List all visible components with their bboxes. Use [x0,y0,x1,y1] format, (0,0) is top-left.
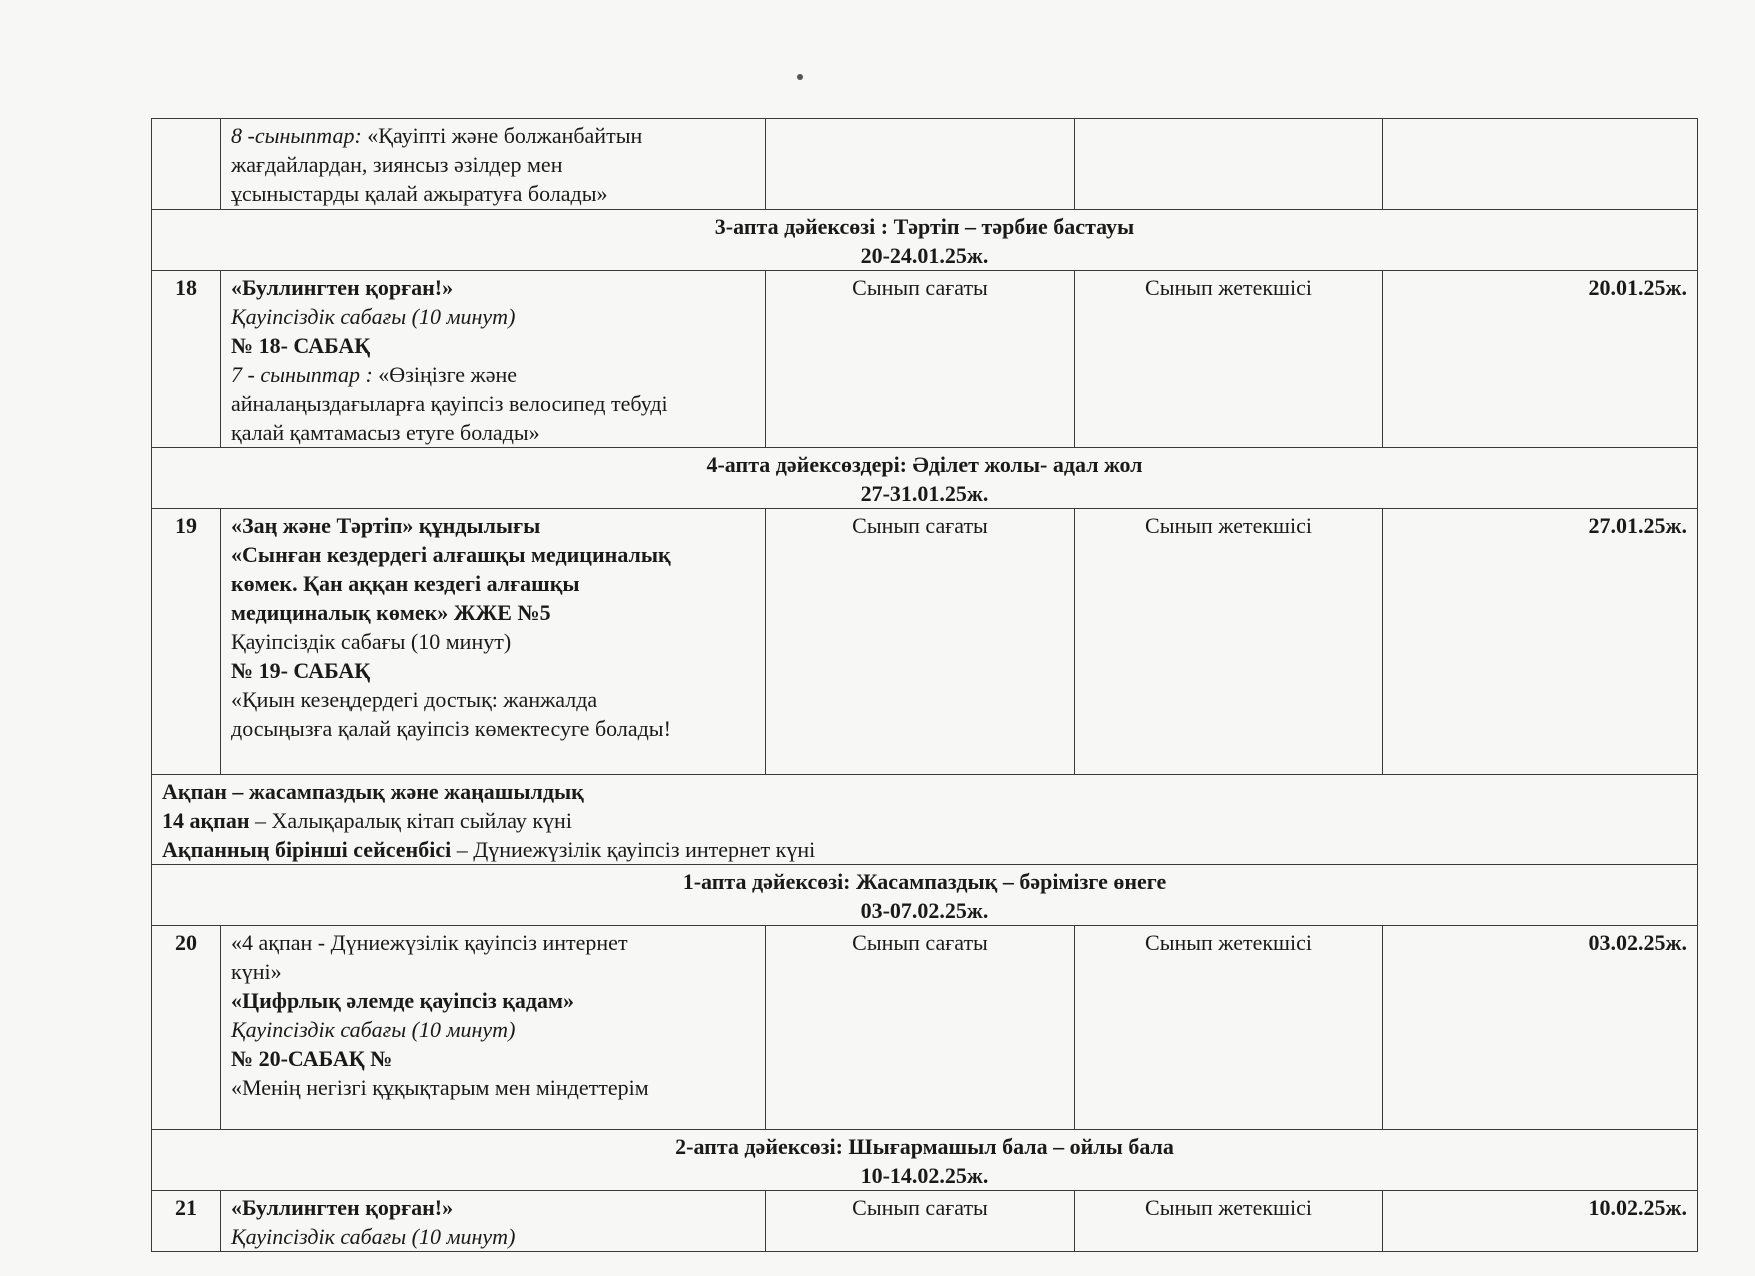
lesson-type: Қауіпсіздік сабағы (10 минут) [231,629,512,654]
week-header-row [152,865,1698,926]
table-row [152,926,1698,1130]
topic-text: «Қиын кезеңдердегі достық: жанжалда [231,687,598,712]
week-header-row [152,448,1698,509]
week-motto-cell [152,1130,1698,1191]
week-header-row [152,210,1698,271]
month-header-cell [152,775,1698,865]
week-motto: 2-апта дәйексөзі: Шығармашыл бала – ойлы бала [675,1134,1174,1159]
topic-text: «Цифрлық әлемде қауіпсіз қадам» [231,988,574,1013]
week-header-row [152,1130,1698,1191]
responsible-cell: Сынып жетекшісі [1075,1191,1383,1252]
lesson-type: Қауіпсіздік сабағы (10 минут) [231,1017,516,1042]
event-title: күні» [231,959,282,984]
topic-text: медициналық көмек» ЖЖЕ №5 [231,600,551,625]
topic-text: айналаңыздағыларға қауіпсіз велосипед тебуді [231,391,668,416]
topic-text: «Қауіпті және болжанбайтын [361,123,643,148]
table-row [152,271,1698,448]
month-theme: Ақпан – жасампаздық және жаңашылдық [162,779,584,804]
table-row [152,1191,1698,1252]
lesson-type: Қауіпсіздік сабағы (10 минут) [231,304,516,329]
row-number: 20 [152,926,221,1130]
date-cell: 03.02.25ж. [1383,926,1698,1130]
event-title: «Буллингтен қорған!» [231,1195,454,1220]
topic-text: «Сынған кездердегі алғашқы медициналық [231,542,671,567]
week-motto: 4-апта дәйексөздері: Әділет жолы- адал жол [706,452,1143,477]
topic-cell [221,1191,766,1252]
event-title: «Буллингтен қорған!» [231,275,454,300]
topic-cell [221,509,766,775]
lesson-number: № 20-САБАҚ № [231,1046,393,1071]
table-row [152,119,1698,210]
topic-text: «Өзіңізге және [372,362,518,387]
row-number [152,119,221,210]
date-cell: 27.01.25ж. [1383,509,1698,775]
grade-label: 7 - сыныптар : [231,362,373,387]
topic-text: қалай қамтамасыз етуге болады» [231,420,540,445]
responsible-cell: Сынып жетекшісі [1075,271,1383,448]
week-dates: 03-07.02.25ж. [860,898,989,923]
topic-text: көмек. Қан аққан кездегі алғашқы [231,571,580,596]
month-header-row [152,775,1698,865]
holiday-name: – Халықаралық кітап сыйлау күні [249,808,572,833]
week-dates: 27-31.01.25ж. [860,481,989,506]
responsible-cell [1075,119,1383,210]
week-motto: 3-апта дәйексөзі : Тәртіп – тәрбие бастауы [714,214,1135,239]
holiday-date: 14 ақпан [162,808,250,833]
event-title: «4 ақпан - Дүниежүзілік қауіпсіз интернет [231,930,628,955]
topic-cell [221,271,766,448]
form-cell: Сынып сағаты [766,509,1075,775]
form-cell [766,119,1075,210]
row-number: 18 [152,271,221,448]
holiday-name: – Дүниежүзілік қауіпсіз интернет күні [451,837,816,862]
form-cell: Сынып сағаты [766,926,1075,1130]
topic-text: «Менің негізгі құқықтарым мен міндеттерім [231,1075,649,1100]
topic-text: жағдайлардан, зиянсыз әзілдер мен [231,152,563,177]
row-number: 19 [152,509,221,775]
plan-table [151,118,1698,1252]
form-cell: Сынып сағаты [766,271,1075,448]
row-number: 21 [152,1191,221,1252]
scan-dot [797,74,803,80]
grade-label: 8 -сыныптар: [231,123,362,148]
week-dates: 10-14.02.25ж. [860,1163,989,1188]
week-motto-cell [152,210,1698,271]
topic-text: ұсыныстарды қалай ажыратуға болады» [231,181,608,206]
week-motto: 1-апта дәйексөзі: Жасампаздық – бәрімізге өнеге [682,869,1167,894]
topic-cell [221,926,766,1130]
date-cell: 20.01.25ж. [1383,271,1698,448]
lesson-number: № 18- САБАҚ [231,333,371,358]
responsible-cell: Сынып жетекшісі [1075,509,1383,775]
topic-text: досыңызға қалай қауіпсіз көмектесуге болады! [231,716,671,741]
lesson-type: Қауіпсіздік сабағы (10 минут) [231,1224,516,1249]
week-motto-cell [152,865,1698,926]
date-cell: 10.02.25ж. [1383,1191,1698,1252]
responsible-cell: Сынып жетекшісі [1075,926,1383,1130]
lesson-number: № 19- САБАҚ [231,658,371,683]
table-row [152,509,1698,775]
topic-cell [221,119,766,210]
form-cell: Сынып сағаты [766,1191,1075,1252]
date-cell [1383,119,1698,210]
week-motto-cell [152,448,1698,509]
holiday-date: Ақпанның бірінші сейсенбісі [162,837,452,862]
event-title: «Заң және Тәртіп» құндылығы [231,513,541,538]
week-dates: 20-24.01.25ж. [860,243,989,268]
